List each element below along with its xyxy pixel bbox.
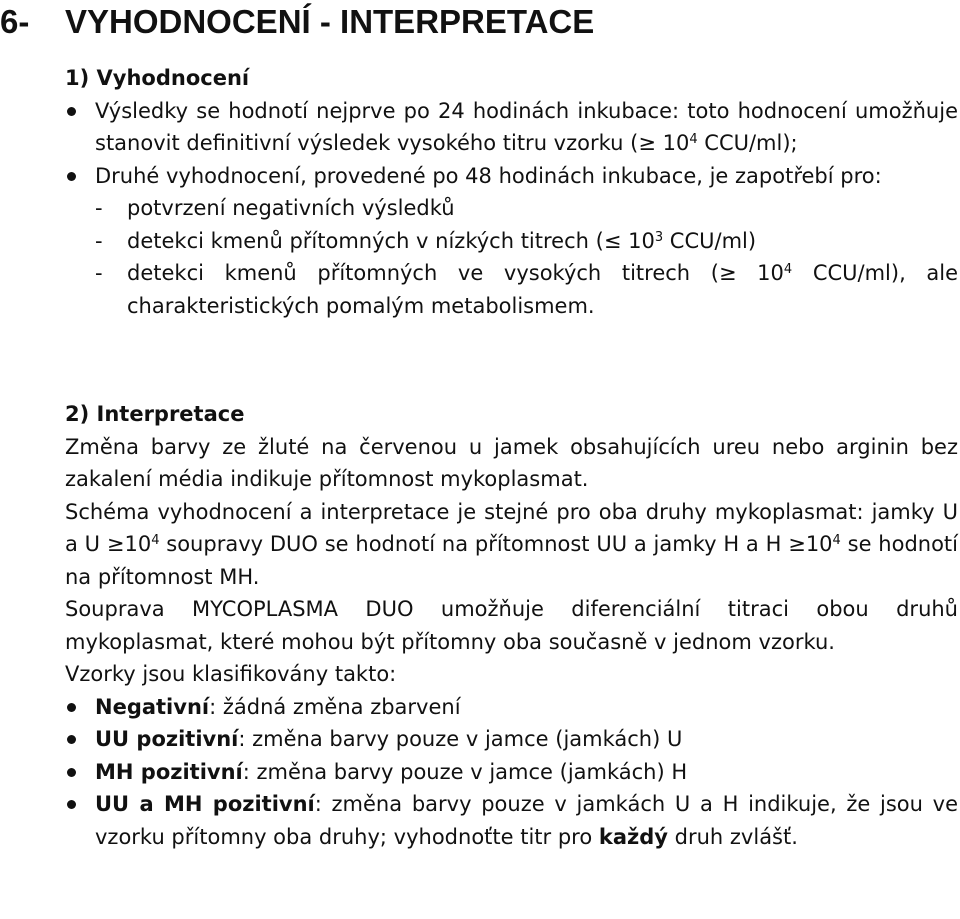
interpretation-title: 2) Interpretace [65,402,245,426]
dash-item: - detekci kmenů přítomných v nízkých titrech (≤ $10^3$ CCU/ml) [65,225,958,258]
dash-item: - detekci kmenů přítomných ve vysokých titrech (≥ $10^4$ CCU/ml), ale charakteristických pomalým metabolismem. [65,257,958,322]
classification-label: MH pozitivní [95,759,243,784]
classification-item: Negativní: žádná změna zbarvení [95,694,461,719]
classification-label: UU pozitivní [95,727,239,751]
classification-label: Negativní [95,694,210,719]
section-number: 6- [0,3,30,40]
classification-item: MH pozitivní: změna barvy pouze v jamce (jamkách) H [95,759,688,784]
section-heading [0,2,594,42]
classification-label: UU a MH pozitivní [95,792,315,816]
dash-item: - potvrzení negativních výsledků [65,192,958,225]
greater-equal-symbol: ≥ [788,532,806,556]
section-title: VYHODNOCENÍ - INTERPRETACE [65,3,595,40]
evaluation-title: 1) Vyhodnocení [65,66,250,90]
paragraph: Vzorky jsou klasifikovány takto: [65,662,397,686]
bullet-item: Výsledky se hodnotí nejprve po 24 hodinách inkubace: toto hodnocení umožňuje stanovit definitivní výsledek vysokého titru vzorku (≥ $10^4$ CCU/ml); [95,98,958,155]
classification-item: UU pozitivní: změna barvy pouze v jamce (jamkách) U [95,727,683,751]
classification-item: UU a MH pozitivní: změna barvy pouze v jamkách U a H indikuje, že jsou ve vzorku přítomny oba druhy; vyhodnoťte titr pro každý druh zvlášť. [95,792,958,849]
greater-equal-symbol: ≥ [718,261,737,285]
paragraph: Schéma vyhodnocení a interpretace je stejné pro oba druhy mykoplasmat: jamky U a $U \ge 10^4$ soupravy DUO se hodnotí na přítomnost UU a jamky H a $H \ge 10^4$ se hodnotí na přítomnost MH. [65,499,958,589]
greater-equal-symbol: ≥ [638,131,656,155]
less-equal-symbol: ≤ [603,228,622,253]
section-evaluation [65,62,958,322]
section-interpretation [65,398,958,853]
bullet-item: Druhé vyhodnocení, provedené po 48 hodinách inkubace, je zapotřebí pro: [95,163,882,188]
dash-marker: - [95,261,103,285]
paragraph: Souprava MYCOPLASMA DUO umožňuje diferenciální titraci obou druhů mykoplasmat, které mohou být přítomny oba současně v jednom vzorku. [65,597,958,654]
dash-marker: - [95,196,103,220]
emphasis: každý [598,824,668,849]
paragraph: Změna barvy ze žluté na červenou u jamek obsahujících ureu nebo arginin bez zakalení média indikuje přítomnost mykoplasmat. [65,434,958,491]
dash-marker: - [95,228,103,253]
greater-equal-symbol: ≥ [106,532,125,556]
